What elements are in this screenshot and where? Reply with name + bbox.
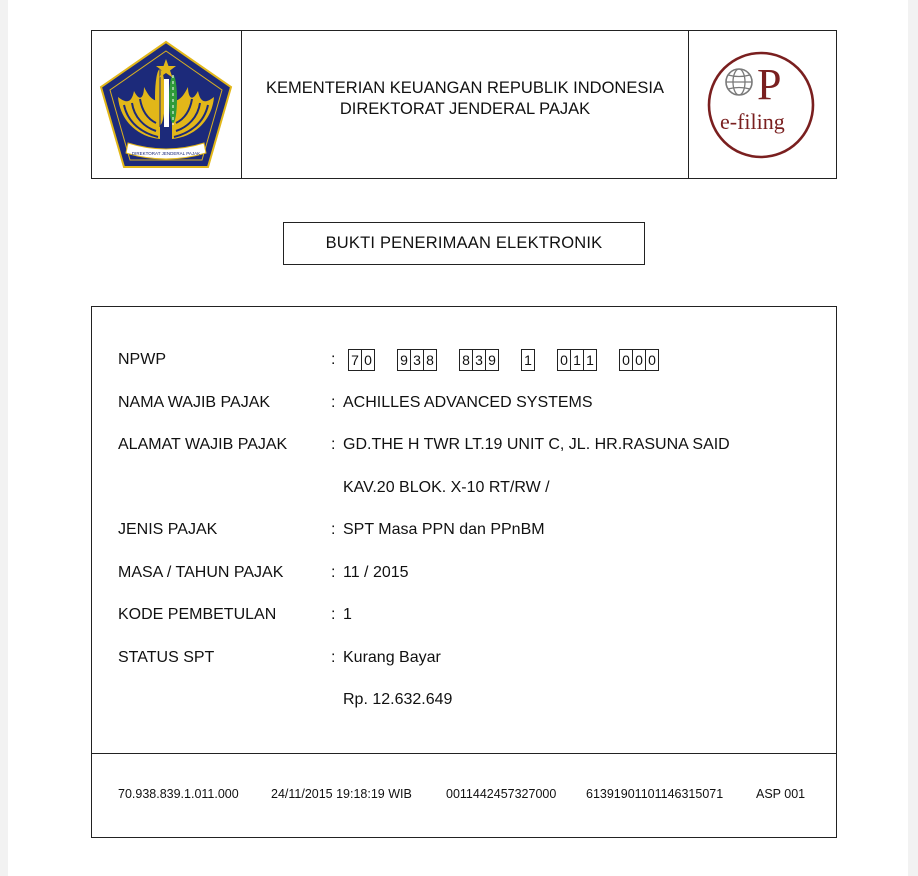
footer-ref2: 61391901101146315071 — [586, 787, 724, 801]
org-name-line2: DIREKTORAT JENDERAL PAJAK — [339, 99, 591, 118]
footer-code: ASP 001 — [756, 787, 806, 801]
document-page — [8, 0, 908, 876]
alamat-colon: : — [331, 436, 336, 453]
alamat-value-line2: KAV.20 BLOK. X-10 RT/RW / — [343, 479, 550, 496]
npwp-digit: 7 — [348, 349, 362, 371]
footer-divider — [92, 753, 836, 754]
npwp-boxes — [348, 349, 659, 371]
npwp-group — [521, 349, 535, 371]
npwp-group — [619, 349, 659, 371]
ministry-emblem-icon — [98, 39, 234, 171]
nama-value: ACHILLES ADVANCED SYSTEMS — [343, 394, 593, 411]
status-value: Kurang Bayar — [343, 649, 441, 666]
masa-value: 11 / 2015 — [343, 564, 409, 581]
kode-label: KODE PEMBETULAN — [118, 606, 277, 623]
npwp-group — [348, 349, 375, 371]
npwp-group — [459, 349, 499, 371]
efiling-letter: P — [757, 60, 782, 109]
logo-cell — [92, 31, 242, 178]
receipt-title: BUKTI PENERIMAAN ELEKTRONIK — [283, 222, 645, 265]
npwp-digit: 9 — [397, 349, 411, 371]
npwp-digit: 0 — [632, 349, 646, 371]
alamat-label: ALAMAT WAJIB PAJAK — [118, 436, 288, 453]
kode-value: 1 — [343, 606, 352, 623]
jenis-value: SPT Masa PPN dan PPnBM — [343, 521, 545, 538]
npwp-digit: 1 — [521, 349, 535, 371]
efiling-text: e-filing — [720, 109, 785, 134]
document-header — [91, 30, 837, 179]
npwp-digit: 1 — [583, 349, 597, 371]
efiling-logo-icon — [705, 49, 819, 161]
jenis-colon: : — [331, 521, 336, 538]
nama-label: NAMA WAJIB PAJAK — [118, 394, 271, 411]
npwp-digit: 3 — [410, 349, 424, 371]
npwp-digit: 0 — [619, 349, 633, 371]
footer-npwp: 70.938.839.1.011.000 — [118, 787, 239, 801]
npwp-group — [557, 349, 597, 371]
masa-label: MASA / TAHUN PAJAK — [118, 564, 284, 581]
jenis-label: JENIS PAJAK — [118, 521, 218, 538]
org-name-line1: KEMENTERIAN KEUANGAN REPUBLIK INDONESIA — [266, 78, 664, 97]
status-colon: : — [331, 649, 336, 666]
npwp-digit: 8 — [459, 349, 473, 371]
receipt-details — [91, 306, 837, 838]
status-amount: Rp. 12.632.649 — [343, 691, 453, 708]
npwp-colon: : — [331, 351, 336, 368]
footer-ref1: 0011442457327000 — [446, 787, 557, 801]
npwp-digit: 3 — [472, 349, 486, 371]
npwp-digit: 1 — [570, 349, 584, 371]
npwp-digit: 0 — [557, 349, 571, 371]
nama-colon: : — [331, 394, 336, 411]
npwp-group — [397, 349, 437, 371]
kode-colon: : — [331, 606, 336, 623]
masa-colon: : — [331, 564, 336, 581]
emblem-ribbon-text: DIREKTORAT JENDERAL PAJAK — [131, 151, 201, 156]
status-label: STATUS SPT — [118, 649, 215, 666]
npwp-digit: 0 — [645, 349, 659, 371]
npwp-digit: 0 — [361, 349, 375, 371]
footer-datetime: 24/11/2015 19:18:19 WIB — [271, 787, 412, 801]
npwp-digit: 9 — [485, 349, 499, 371]
npwp-digit: 8 — [423, 349, 437, 371]
header-title — [242, 31, 688, 178]
npwp-label: NPWP — [118, 351, 166, 368]
efiling-logo-cell — [688, 31, 836, 178]
alamat-value-line1: GD.THE H TWR LT.19 UNIT C, JL. HR.RASUNA SAID — [343, 436, 730, 453]
